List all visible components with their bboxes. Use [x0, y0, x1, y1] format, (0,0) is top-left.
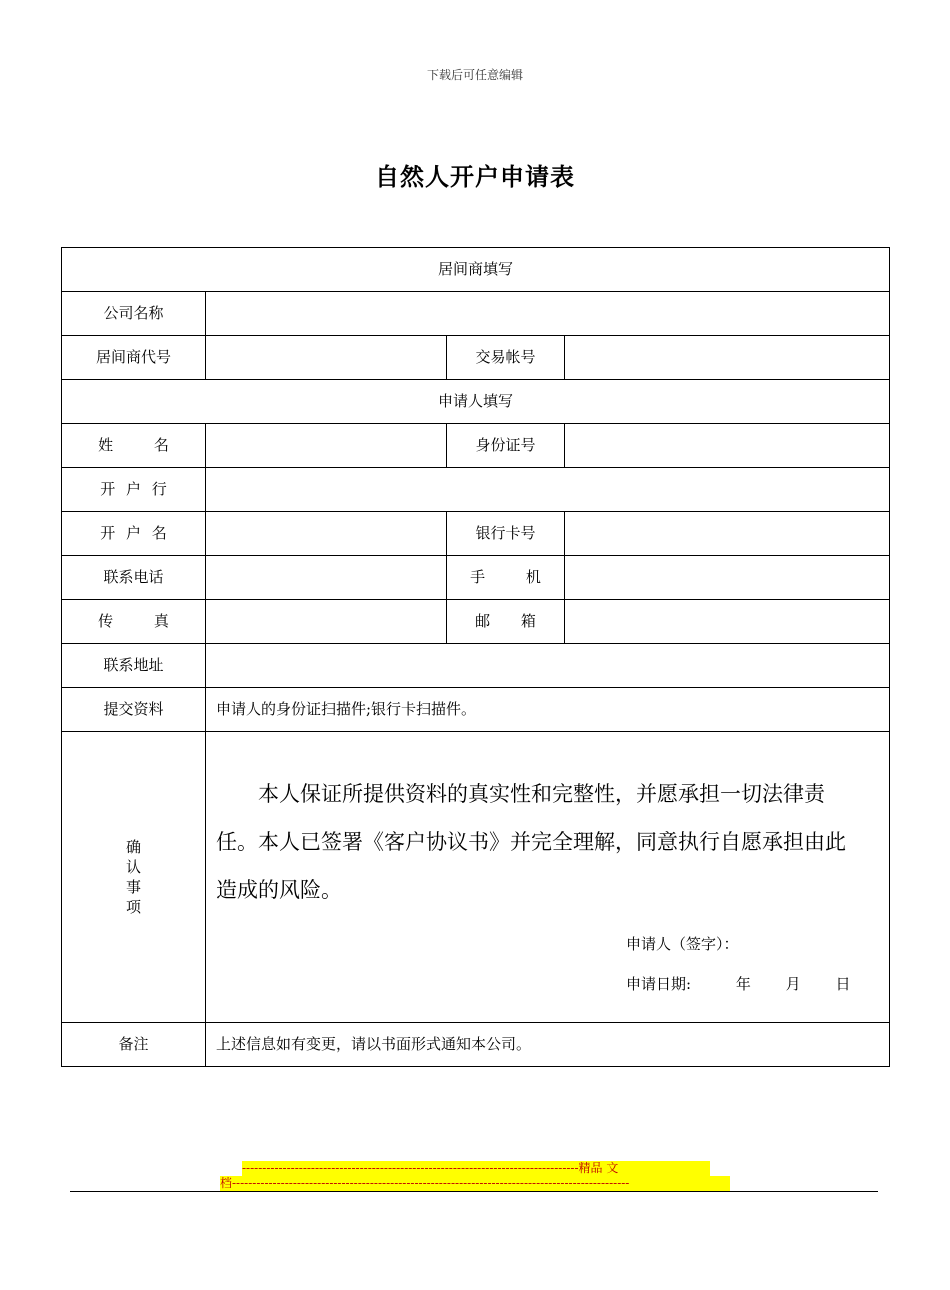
fax-field[interactable]	[206, 600, 447, 644]
signature-label: 申请人（签字）：	[626, 935, 739, 953]
footer-mark-row1: -----------------------------------------------------------------------------------精品 文	[242, 1161, 710, 1176]
bank-label: 开 户 行	[62, 468, 206, 512]
trade-account-field[interactable]	[565, 336, 890, 380]
name-field[interactable]	[206, 424, 447, 468]
phone-label: 联系电话	[62, 556, 206, 600]
page-title: 自然人开户申请表	[375, 163, 575, 191]
broker-code-field[interactable]	[206, 336, 447, 380]
confirm-label	[62, 732, 206, 1023]
broker-code-label: 居间商代号	[62, 336, 206, 380]
application-form-table	[61, 247, 890, 1067]
footer-mark-row2: 档--------------------------------------------------------------------------------------------------	[220, 1176, 730, 1191]
documents-label: 提交资料	[62, 688, 206, 732]
confirm-label-text: 确 认 事 项	[125, 838, 141, 916]
card-number-field[interactable]	[565, 512, 890, 556]
trade-account-label: 交易帐号	[447, 336, 565, 380]
fax-label: 传 真	[62, 600, 206, 644]
id-number-label: 身份证号	[447, 424, 565, 468]
section-applicant-header: 申请人填写	[62, 380, 890, 424]
signature-line[interactable]	[626, 924, 879, 964]
account-name-field[interactable]	[206, 512, 447, 556]
company-name-field[interactable]	[206, 292, 890, 336]
footer-divider	[70, 1191, 878, 1192]
account-name-label: 开 户 名	[62, 512, 206, 556]
bank-field[interactable]	[206, 468, 890, 512]
name-label: 姓 名	[62, 424, 206, 468]
email-label: 邮 箱	[447, 600, 565, 644]
remarks-label: 备注	[62, 1023, 206, 1067]
address-field[interactable]	[206, 644, 890, 688]
mobile-label: 手 机	[447, 556, 565, 600]
documents-value: 申请人的身份证扫描件;银行卡扫描件。	[206, 688, 890, 732]
mobile-field[interactable]	[565, 556, 890, 600]
date-day: 日	[835, 975, 851, 993]
header-note: 下载后可任意编辑	[426, 68, 523, 82]
date-line[interactable]	[626, 964, 879, 1004]
date-year: 年	[735, 975, 751, 993]
date-month: 月	[785, 975, 801, 993]
confirmation-cell	[206, 732, 890, 1023]
signature-block	[626, 924, 879, 1004]
confirmation-statement: 本人保证所提供资料的真实性和完整性，并愿承担一切法律责任。本人已签署《客户协议书》并完全理解，同意执行自愿承担由此造成的风险。	[216, 782, 846, 902]
card-number-label: 银行卡号	[447, 512, 565, 556]
phone-field[interactable]	[206, 556, 447, 600]
footer-watermark	[220, 1161, 732, 1191]
address-label: 联系地址	[62, 644, 206, 688]
id-number-field[interactable]	[565, 424, 890, 468]
date-label: 申请日期:	[626, 975, 692, 993]
section-broker-header: 居间商填写	[62, 248, 890, 292]
company-name-label: 公司名称	[62, 292, 206, 336]
remarks-value: 上述信息如有变更，请以书面形式通知本公司。	[206, 1023, 890, 1067]
email-field[interactable]	[565, 600, 890, 644]
